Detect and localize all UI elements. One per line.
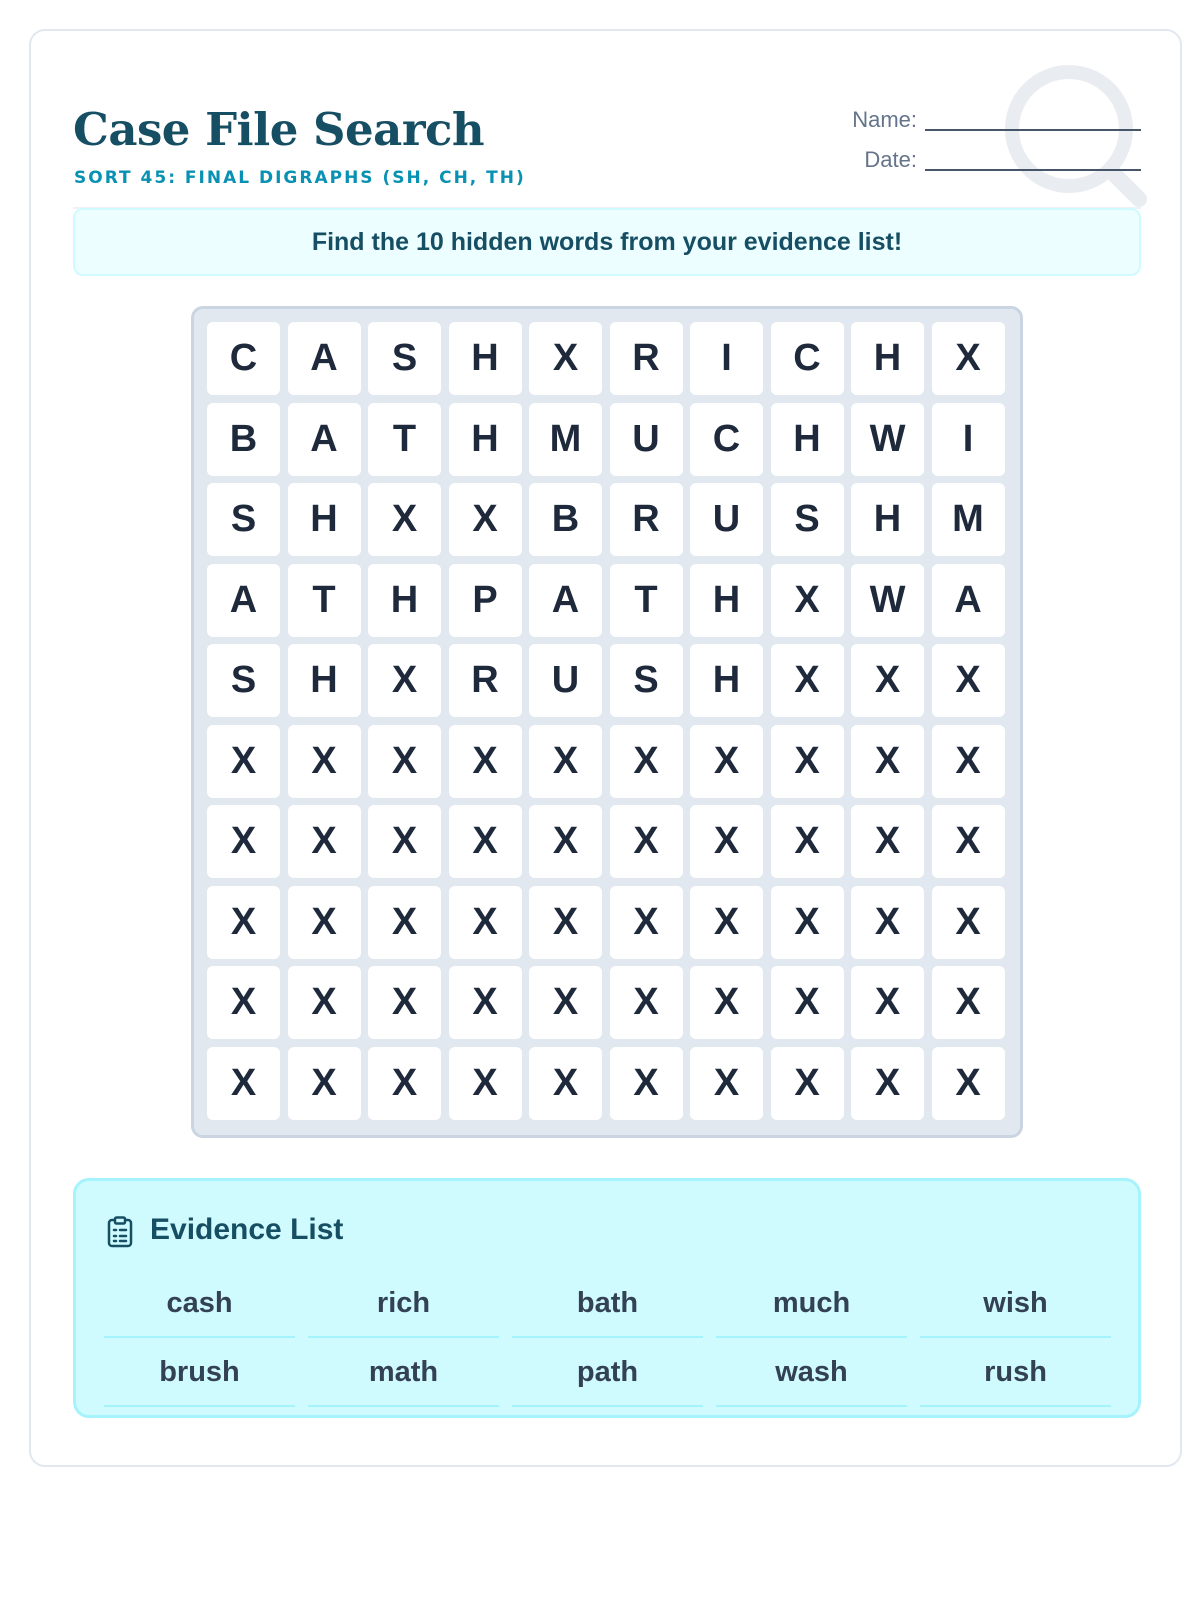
name-label: Name: (852, 107, 917, 132)
grid-cell[interactable]: H (771, 403, 844, 476)
grid-cell[interactable]: X (690, 1047, 763, 1120)
word-search-grid (191, 306, 1023, 1138)
instructions-banner: Find the 10 hidden words from your evidence list! (73, 208, 1141, 276)
grid-cell[interactable]: X (207, 886, 280, 959)
grid-cell[interactable]: X (932, 322, 1005, 395)
evidence-word: math (308, 1338, 499, 1407)
grid-cell[interactable]: X (368, 1047, 441, 1120)
grid-cell[interactable]: X (207, 725, 280, 798)
grid-cell[interactable]: X (610, 805, 683, 878)
grid-cell[interactable]: X (610, 886, 683, 959)
evidence-word: brush (104, 1338, 295, 1407)
grid-cell[interactable]: X (690, 966, 763, 1039)
grid-cell[interactable]: X (771, 564, 844, 637)
clipboard-icon (106, 1216, 134, 1248)
grid-cell[interactable]: H (288, 644, 361, 717)
evidence-word: wish (920, 1269, 1111, 1338)
grid-cell[interactable]: X (851, 805, 924, 878)
grid-cell[interactable]: X (449, 1047, 522, 1120)
grid-cell[interactable]: S (368, 322, 441, 395)
evidence-list-panel (73, 1178, 1141, 1418)
grid-cell[interactable]: X (771, 725, 844, 798)
grid-cell[interactable]: X (288, 1047, 361, 1120)
grid-cell[interactable]: X (690, 805, 763, 878)
date-field[interactable] (864, 141, 1141, 171)
grid-cell[interactable]: C (690, 403, 763, 476)
grid-cell[interactable]: X (610, 1047, 683, 1120)
grid-cell[interactable]: X (288, 725, 361, 798)
name-line[interactable] (925, 109, 1141, 131)
grid-cell[interactable]: C (207, 322, 280, 395)
grid-cell[interactable]: A (529, 564, 602, 637)
grid-cell[interactable]: H (851, 322, 924, 395)
grid-cell[interactable]: X (529, 725, 602, 798)
grid-cell[interactable]: X (690, 725, 763, 798)
grid-cell[interactable]: X (851, 725, 924, 798)
grid-cell[interactable]: S (771, 483, 844, 556)
name-field[interactable] (852, 101, 1141, 131)
grid-cell[interactable]: T (610, 564, 683, 637)
grid-cell[interactable]: X (771, 644, 844, 717)
grid-cell[interactable]: B (207, 403, 280, 476)
grid-cell[interactable]: R (610, 322, 683, 395)
evidence-word: bath (512, 1269, 703, 1338)
worksheet (29, 29, 1182, 1467)
grid-cell[interactable]: X (851, 966, 924, 1039)
grid-cell[interactable]: X (449, 725, 522, 798)
grid-cell[interactable]: X (529, 805, 602, 878)
grid-cell[interactable]: A (207, 564, 280, 637)
grid-cell[interactable]: S (207, 483, 280, 556)
grid-cell[interactable]: H (690, 564, 763, 637)
grid-cell[interactable]: X (449, 805, 522, 878)
grid-cell[interactable]: X (771, 966, 844, 1039)
grid-cell[interactable]: I (932, 403, 1005, 476)
grid-cell[interactable]: W (851, 564, 924, 637)
evidence-word: rush (920, 1338, 1111, 1407)
grid-cell[interactable]: T (288, 564, 361, 637)
grid-cell[interactable]: X (368, 966, 441, 1039)
grid-cell[interactable]: A (288, 403, 361, 476)
grid-cell[interactable]: A (288, 322, 361, 395)
grid-cell[interactable]: H (690, 644, 763, 717)
grid-cell[interactable]: X (368, 725, 441, 798)
grid-cell[interactable]: X (529, 886, 602, 959)
grid-cell[interactable]: X (771, 886, 844, 959)
grid-cell[interactable]: H (851, 483, 924, 556)
evidence-word: much (716, 1269, 907, 1338)
page-subtitle: SORT 45: FINAL DIGRAPHS (SH, CH, TH) (74, 168, 526, 188)
evidence-word: wash (716, 1338, 907, 1407)
grid-cell[interactable]: H (288, 483, 361, 556)
grid-cell[interactable]: X (932, 644, 1005, 717)
grid-cell[interactable]: X (771, 1047, 844, 1120)
grid-cell[interactable]: X (368, 483, 441, 556)
grid-cell[interactable]: P (449, 564, 522, 637)
evidence-word: path (512, 1338, 703, 1407)
grid-cell[interactable]: X (851, 886, 924, 959)
grid-cell[interactable]: X (207, 805, 280, 878)
grid-cell[interactable]: X (288, 805, 361, 878)
grid-cell[interactable]: R (610, 483, 683, 556)
grid-cell[interactable]: X (288, 886, 361, 959)
grid-cell[interactable]: U (610, 403, 683, 476)
grid-cell[interactable]: X (449, 483, 522, 556)
grid-cell[interactable]: X (610, 966, 683, 1039)
worksheet-header (73, 73, 1141, 209)
grid-cell[interactable]: X (529, 1047, 602, 1120)
grid-cell[interactable]: X (449, 886, 522, 959)
evidence-word: rich (308, 1269, 499, 1338)
grid-cell[interactable]: X (851, 644, 924, 717)
date-label: Date: (864, 147, 917, 172)
grid-cell[interactable]: X (690, 886, 763, 959)
grid-cell[interactable]: M (529, 403, 602, 476)
grid-cell[interactable]: X (851, 1047, 924, 1120)
page-title: Case File Search (73, 103, 485, 156)
grid-cell[interactable]: S (207, 644, 280, 717)
grid-cell[interactable]: X (771, 805, 844, 878)
evidence-word: cash (104, 1269, 295, 1338)
grid-cell[interactable]: S (610, 644, 683, 717)
grid-cell[interactable]: X (932, 966, 1005, 1039)
grid-cell[interactable]: X (932, 1047, 1005, 1120)
evidence-word-list (104, 1269, 1111, 1407)
grid-cell[interactable]: U (529, 644, 602, 717)
grid-cell[interactable]: X (610, 725, 683, 798)
grid-cell[interactable]: W (851, 403, 924, 476)
grid-cell[interactable]: I (690, 322, 763, 395)
grid-cell[interactable]: B (529, 483, 602, 556)
grid-cell[interactable]: R (449, 644, 522, 717)
grid-cell[interactable]: X (368, 805, 441, 878)
grid-cell[interactable]: X (368, 886, 441, 959)
grid-cell[interactable]: X (932, 886, 1005, 959)
grid-cell[interactable]: T (368, 403, 441, 476)
grid-cell[interactable]: X (529, 966, 602, 1039)
grid-cell[interactable]: A (932, 564, 1005, 637)
grid-cell[interactable]: H (449, 322, 522, 395)
grid-cell[interactable]: X (207, 966, 280, 1039)
evidence-list-title: Evidence List (150, 1213, 344, 1246)
grid-cell[interactable]: X (207, 1047, 280, 1120)
grid-cell[interactable]: X (529, 322, 602, 395)
grid-cell[interactable]: H (449, 403, 522, 476)
grid-cell[interactable]: U (690, 483, 763, 556)
grid-cell[interactable]: X (288, 966, 361, 1039)
grid-cell[interactable]: C (771, 322, 844, 395)
grid-cell[interactable]: X (368, 644, 441, 717)
grid-cell[interactable]: X (449, 966, 522, 1039)
grid-cell[interactable]: X (932, 725, 1005, 798)
date-line[interactable] (925, 149, 1141, 171)
grid-cell[interactable]: H (368, 564, 441, 637)
grid-cell[interactable]: X (932, 805, 1005, 878)
grid-cell[interactable]: M (932, 483, 1005, 556)
